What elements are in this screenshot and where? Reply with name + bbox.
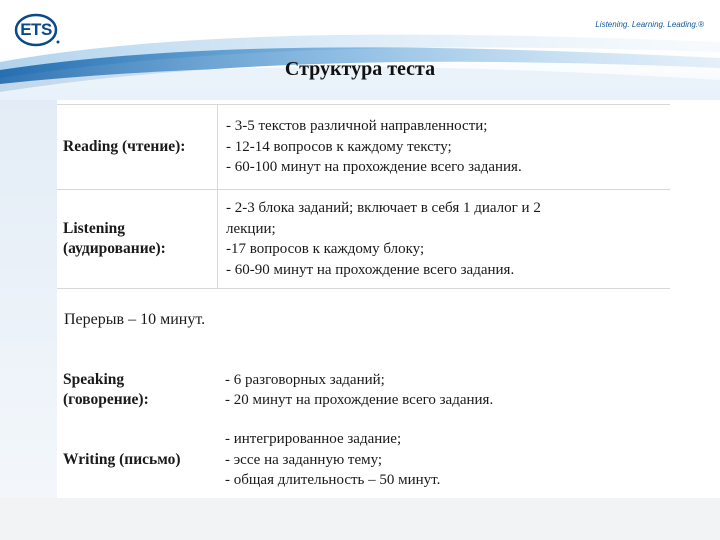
break-note: Перерыв – 10 минут. bbox=[64, 311, 206, 328]
left-margin-strip bbox=[0, 100, 57, 500]
slide-title: Структура теста bbox=[284, 58, 436, 80]
desc-line: - 2-3 блока заданий; включает в себя 1 диалог и 2 bbox=[226, 200, 541, 216]
logo-text: ETS bbox=[20, 20, 52, 39]
desc-line: - эссе на заданную тему; bbox=[225, 451, 383, 468]
ets-logo bbox=[14, 12, 64, 48]
header-swoosh-graphic bbox=[0, 0, 720, 100]
desc-line: - 60-90 минут на прохождение всего задания. bbox=[226, 261, 515, 278]
bottom-band bbox=[0, 498, 720, 540]
section-desc-speaking bbox=[225, 362, 670, 418]
section-label-writing: Writing (письмо) bbox=[63, 451, 181, 468]
section-row-writing bbox=[57, 422, 670, 498]
slide-header bbox=[0, 0, 720, 100]
desc-line: лекции; bbox=[226, 220, 276, 237]
desc-line: - интегрированное задание; bbox=[225, 431, 402, 448]
section-label-speaking: Speaking (говорение): bbox=[63, 371, 149, 408]
table-row-reading bbox=[57, 105, 670, 190]
tagline: Listening. Learning. Leading.® bbox=[595, 20, 704, 29]
desc-line: - общая длительность – 50 минут. bbox=[225, 472, 441, 489]
table-row-listening bbox=[57, 190, 670, 289]
desc-line: -17 вопросов к каждому блоку; bbox=[226, 241, 425, 257]
desc-line: - 6 разговорных заданий; bbox=[225, 371, 385, 388]
desc-line: - 60-100 минут на прохождение всего задания. bbox=[226, 159, 522, 176]
section-desc-writing bbox=[225, 422, 670, 498]
section-label-listening: Listening (аудирование): bbox=[63, 220, 166, 257]
section-desc-listening bbox=[217, 190, 670, 288]
section-label-reading: Reading (чтение): bbox=[63, 138, 186, 155]
sections-list bbox=[57, 362, 670, 498]
section-row-speaking bbox=[57, 362, 670, 418]
desc-line: - 20 минут на прохождение всего задания. bbox=[225, 392, 494, 408]
section-desc-reading bbox=[217, 105, 670, 189]
desc-line: - 12-14 вопросов к каждому тексту; bbox=[226, 138, 452, 155]
sections-table bbox=[57, 104, 670, 289]
desc-line: - 3-5 текстов различной направленности; bbox=[226, 118, 488, 135]
